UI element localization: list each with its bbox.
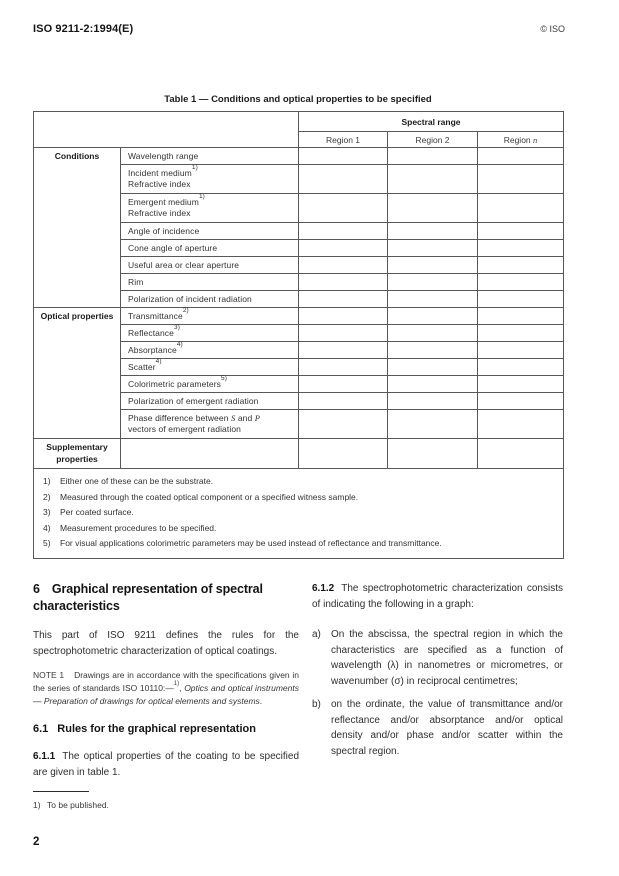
row-label: Absorptance$^{4)}$ [121,342,299,359]
list-item-label: a) [312,629,321,640]
row-label: Cone angle of aperture [121,240,299,257]
value-cell [478,410,564,439]
s-vector-symbol: S [231,413,236,423]
value-cell [299,410,388,439]
footnote-marker: 1) [173,680,180,687]
row-label: Polarization of emergent radiation [121,393,299,410]
note-1: NOTE 1 Drawings are in accordance with the specifications given in the series of standards ISO 10110:—$^{1)}$, Optics and optical instruments — Preparation of drawings for optical elements and systems. [33,670,299,706]
value-cell [478,223,564,240]
section-6-1-2-paragraph: 6.1.2 The spectrophotometric characterization consists of indicating the following in a graph: [312,583,563,610]
value-cell [478,194,564,223]
section-6-1-heading: 6.1 Rules for the graphical representation [33,723,256,735]
region-n-variable: n [533,134,538,145]
value-cell [478,291,564,308]
value-cell [478,393,564,410]
section-6-1-1-paragraph: 6.1.1 The optical properties of the coating to be specified are given in table 1. [33,751,299,778]
table-footnotes [34,469,564,559]
value-cell [388,194,478,223]
value-cell [478,376,564,393]
value-cell [388,165,478,194]
value-cell [388,342,478,359]
value-cell [299,223,388,240]
value-cell [388,223,478,240]
value-cell [299,257,388,274]
right-text-column [312,581,563,759]
list-item-b: b) on the ordinate, the value of transmittance and/or reflectance and/or absorptance and/or optical density and/or phase and/or scatter within the spectral region. [312,697,563,759]
value-cell [388,291,478,308]
page-footnote: 1) To be published. [33,800,109,810]
row-label: Colorimetric parameters$^{5)}$ [121,376,299,393]
clause-number: 6.1.1 [33,751,56,762]
row-label: Emergent medium$^{1)}$ Refractive index [121,194,299,223]
section-number: 6.1 [33,723,49,735]
value-cell [299,240,388,257]
conditions-properties-table [33,111,564,559]
row-label: Angle of incidence [121,223,299,240]
value-cell [388,359,478,376]
table-footnote: 2) Measured through the coated optical component or a specified witness sample. [43,491,359,502]
value-cell [478,274,564,291]
value-cell [299,376,388,393]
value-cell [299,308,388,325]
value-cell [478,148,564,165]
value-cell [299,194,388,223]
value-cell [388,325,478,342]
value-cell [299,274,388,291]
row-label: Rim [121,274,299,291]
value-cell [388,274,478,291]
value-cell [388,308,478,325]
footnote-marker: 4) [155,357,162,365]
group-label-supplementary-properties: Supplementary properties [34,439,121,469]
referenced-standard-title: Optics and optical instruments — Preparation of drawings for optical elements and systems [33,683,299,706]
footnote-marker: 4) [176,340,183,348]
value-cell [299,148,388,165]
value-cell [478,439,564,469]
note-label: NOTE 1 [33,670,65,680]
footnote-rule [33,791,89,792]
table-footnote: 4) Measurement procedures to be specified. [43,522,217,533]
value-cell [299,291,388,308]
table-footnote: 5) For visual applications colorimetric parameters may be used instead of reflectance and transmittance. [43,538,442,548]
value-cell [478,342,564,359]
section-6-paragraph: This part of ISO 9211 defines the rules for the spectrophotometric characterization of optical coatings. [33,630,299,657]
table-footnote: 3) Per coated surface. [43,507,134,517]
copyright-notice: © ISO [540,24,565,34]
row-label: Incident medium$^{1)}$ Refractive index [121,165,299,194]
value-cell [299,342,388,359]
table-footnotes-row [34,469,564,559]
value-cell [388,393,478,410]
page-header [33,23,565,35]
region-1-header: Region 1 [299,132,388,148]
group-label-optical-properties: Optical properties [34,308,121,439]
table-corner-cell [34,112,299,148]
footnote-marker: 1) [198,193,205,201]
spectral-range-header: Spectral range [299,112,564,132]
page-number: 2 [33,836,40,848]
footnote-marker: 1) [191,164,198,172]
list-item-a: a) On the abscissa, the spectral region in which the characteristics are specified as a function of wavelength (λ) in nanometres or micrometres, or wavenumber (σ) in reciprocal centimetres; [312,627,563,689]
value-cell [299,359,388,376]
value-cell [388,240,478,257]
table-row [34,308,564,325]
footnote-marker: 3) [174,323,180,331]
value-cell [388,148,478,165]
footnote-marker: 5) [221,374,227,382]
region-n-header: Region n [478,132,564,148]
table-title: Table 1 — Conditions and optical properties to be specified [164,94,432,105]
value-cell [478,240,564,257]
value-cell [299,325,388,342]
value-cell [478,325,564,342]
row-label: Reflectance$^{3)}$ [121,325,299,342]
value-cell [478,359,564,376]
value-cell [299,393,388,410]
value-cell [478,308,564,325]
section-6-heading: 6 Graphical representation of spectral characteristics [33,582,263,613]
p-vector-symbol: P [254,413,261,423]
clause-number: 6.1.2 [312,583,335,594]
region-2-header: Region 2 [388,132,478,148]
value-cell [478,257,564,274]
row-label: Wavelength range [121,148,299,165]
value-cell [388,257,478,274]
table-row [34,148,564,165]
value-cell [299,165,388,194]
value-cell [388,410,478,439]
row-label: Transmittance$^{2)}$ [121,308,299,325]
footnote-marker: 2) [182,306,189,314]
value-cell [388,376,478,393]
row-label: Polarization of incident radiation [121,291,299,308]
doc-reference: ISO 9211-2:1994(E) [33,23,134,35]
value-cell [388,439,478,469]
value-cell [299,439,388,469]
list-item-label: b) [312,699,321,710]
left-text-column [33,581,299,812]
group-label-conditions: Conditions [34,148,121,308]
table-footnote: 1) Either one of these can be the substrate. [43,476,214,486]
row-label: Useful area or clear aperture [121,257,299,274]
table-row [34,439,564,469]
row-label [121,439,299,469]
section-number: 6 [33,582,40,596]
row-label: Phase difference between S and P vectors of emergent radiation [121,410,299,439]
value-cell [478,165,564,194]
row-label: Scatter$^{4)}$ [121,359,299,376]
